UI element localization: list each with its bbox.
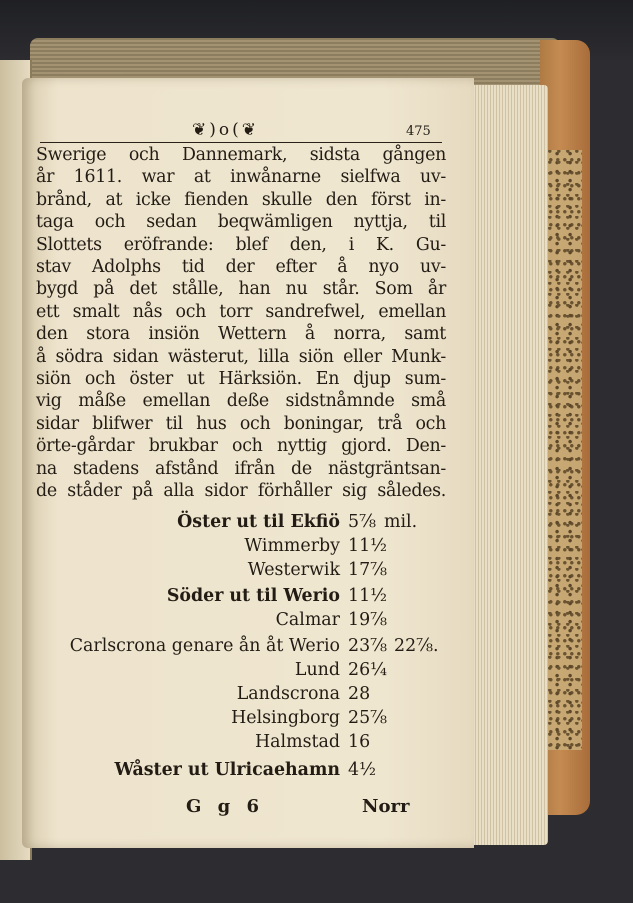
text-line: brånd, at icke fienden skulle den först in- [36,189,446,210]
distance-alt-value: 22⅞. [394,636,439,656]
distance-place: Calmar [275,610,340,630]
text-line: de ståder på alla sidor förhåller sig således. [36,481,446,502]
text-line: å södra sidan wästerut, lilla siön eller Munk- [36,346,446,367]
distance-value: 4½ [348,760,376,780]
distance-place: Westerwik [247,560,340,580]
catchword: Norr [362,796,410,817]
distance-value: 16 [348,732,371,752]
distance-value: 11½ [348,536,387,556]
page-fore-edge [470,85,548,845]
text-line: siön och öster ut Härksiön. En djup sum- [36,369,446,390]
speckled-edge [548,150,582,750]
text-line: Slottets eröfrande: blef den, i K. Gu- [36,234,446,255]
distance-value: 23⅞ [348,636,387,656]
distance-row [22,610,340,634]
signature-mark: G g 6 [186,796,265,817]
distance-row [22,586,340,610]
page-number: 475 [406,124,431,139]
text-line: den stora insiön Wettern å norra, samt [36,324,446,345]
distance-row [22,708,340,732]
distance-place: Söder ut til Werio [166,586,340,606]
distance-value: 26¼ [348,660,387,680]
header-rule [40,142,442,143]
distance-row [22,684,340,708]
distance-row [22,636,340,660]
distance-row [22,560,340,584]
distance-place: Wåster ut Ulricaehamn [114,760,340,780]
page-header [42,120,442,144]
distance-row [22,536,340,560]
text-line: sidar blifwer til hus och boningar, trå och [36,413,446,434]
distance-place: Landscrona [236,684,340,704]
distance-row [22,760,340,784]
text-line: bygd på det stålle, han nu står. Som år [36,279,446,300]
distance-value: 25⅞ [348,708,387,728]
header-ornament: ❦)o(❦ [192,120,259,140]
text-line: na stadens afstånd ifrån de nästgräntsan- [36,458,446,479]
distance-place: Carlscrona genare ån åt Werio [69,636,340,656]
distance-place: Lund [294,660,340,680]
book-page [22,78,474,848]
text-line: örte-gårdar brukbar och nyttig gjord. Den- [36,436,446,457]
distance-row [22,512,340,536]
body-paragraph [36,144,446,503]
distance-unit: mil. [384,512,418,532]
distance-row [22,660,340,684]
text-line: taga och sedan beqwämligen nyttja, til [36,212,446,233]
distance-value: 11½ [348,586,387,606]
text-line: stav Adolphs tid der efter å nyo uv- [36,257,446,278]
text-line: år 1611. war at inwånarne sielfwa uv- [36,167,446,188]
distance-place: Halmstad [254,732,340,752]
distance-row [22,732,340,756]
distance-value: 17⅞ [348,560,387,580]
page-footer [22,796,474,822]
distance-place: Öster ut til Ekfiö [177,512,340,532]
text-line: vig måße emellan deße sidstnåmnde små [36,391,446,412]
distance-value: 28 [348,684,371,704]
text-line: ett smalt nås och torr sandrefwel, emellan [36,301,446,322]
distance-place: Helsingborg [231,708,340,728]
distance-place: Wimmerby [244,536,340,556]
distance-value: 5⅞ [348,512,376,532]
text-line: Swerige och Dannemark, sidsta gången [36,145,446,165]
distance-value: 19⅞ [348,610,387,630]
